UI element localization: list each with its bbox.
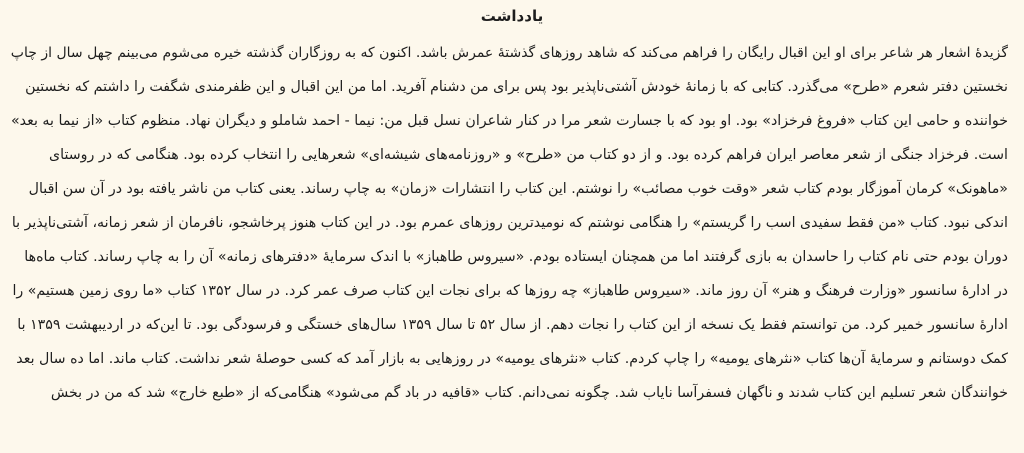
- text-line: است. فرخزاد جنگی از شعر معاصر ایران فراهم کرده بود. و از دو کتاب من «طرح» و «روزنامه‌های شیشه‌ای» شعرهایی را انتخاب کرده بود. هنگامی که در روستای: [49, 147, 1008, 163]
- text-line: «ماهونک» کرمان آموزگار بودم کتاب شعر «وقت خوب مصائب» را نوشتم. این کتاب را انتشارات «زمان» به چاپ رساند. یعنی کتاب من ناشر یافته بود در آن سن اقبال: [28, 181, 1008, 197]
- text-line: اندکی نبود. کتاب «من فقط سفیدی اسب را گریستم» را هنگامی نوشتم که نومیدترین روزهای عمرم بود. در این کتاب هنوز پرخاشجو، نافرمان از شعر زمانه، آشتی‌ناپذیر با: [11, 215, 1008, 231]
- text-line: در ادارهٔ سانسور «وزارت فرهنگ و هنر» آن روز ماند. «سیروس طاهباز» چه روزها که برای نجات این کتاب صرف عمر کرد. در سال ۱۳۵۲ کتاب «ما روی زمین هستیم» را: [12, 283, 1008, 299]
- text-line: گزیدهٔ اشعار هر شاعر برای او این اقبال رایگان را فراهم می‌کند که شاهد روزهای گذشتهٔ عمرش باشد. اکنون که به روزگاران گذشته خیره می‌شوم می‌بینم چهل سال از چاپ: [10, 45, 1008, 61]
- text-line: نخستین دفتر شعرم «طرح» می‌گذرد. کتابی که با زمانهٔ خودش آشتی‌ناپذیر بود پس برای من دشنام آفرید. اما من این اقبال و این ظفرمندی شگفت را داشتم که نخستین: [25, 79, 1008, 95]
- text-line: دوران بودم حتی نام کتاب را حاسدان به بازی گرفتند اما من همچنان ایستاده بودم. «سیروس طاهباز» با اندک سرمایهٔ «دفترهای زمانه» آن را به چاپ رساند. کتاب ماه‌ها: [24, 249, 1008, 265]
- document-title: یادداشت: [480, 7, 544, 25]
- text-line: خواننده و حامی این کتاب «فروغ فرخزاد» بود. او بود که با جسارت شعر مرا در کنار شاعران نسل قبل من: نیما - احمد شاملو و دیگران نهاد. منظوم کتاب «از نیما به بعد»: [11, 113, 1008, 129]
- text-line: کمک دوستانم و سرمایهٔ آن‌ها کتاب «نثرهای یومیه» را چاپ کردم. کتاب «نثرهای یومیه» در روزهایی به بازار آمد که کسی حوصلهٔ شعر نداشت. کتاب ماند. اما ده سال بعد: [16, 351, 1008, 367]
- text-line: ادارهٔ سانسور خمیر کرد. من توانستم فقط یک نسخه از این کتاب را نجات دهم. از سال ۵۲ تا سال ۱۳۵۹ سال‌های خستگی و فرسودگی بود. تا این‌که در اردیبهشت ۱۳۵۹ با: [17, 317, 1008, 333]
- text-line: خوانندگان شعر تسلیم این کتاب شدند و ناگهان فسفرآسا نایاب شد. چگونه نمی‌دانم. کتاب «قافیه در باد گم می‌شود» هنگامی‌که از «طبع خارج» شد که من در بخش: [50, 385, 1008, 401]
- body-text: [10, 36, 1008, 404]
